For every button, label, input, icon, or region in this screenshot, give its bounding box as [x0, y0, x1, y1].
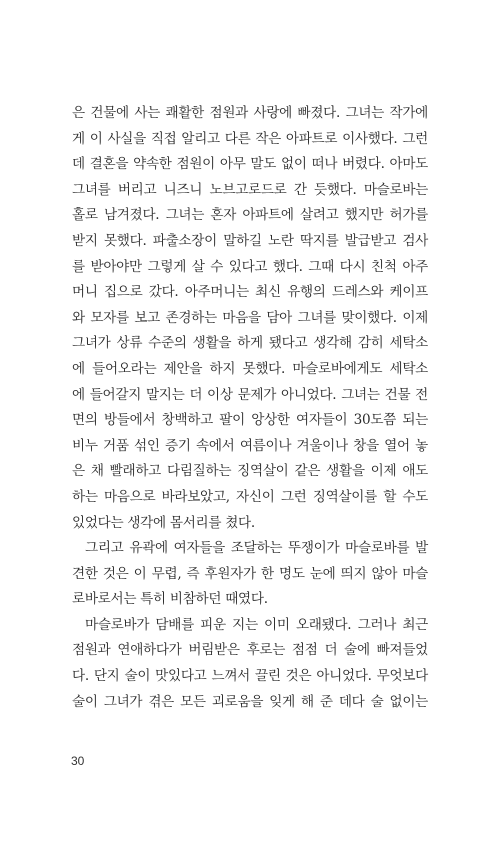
text-line: 에 들어갈지 말지는 더 이상 문제가 아니었다. 그녀는 건물 전	[72, 386, 428, 403]
text-line: 데 결혼을 약속한 점원이 아무 말도 없이 떠나 버렸다. 아마도	[72, 156, 428, 173]
text-line: 게 이 사실을 직접 알리고 다른 작은 아파트로 이사했다. 그런	[72, 130, 428, 147]
text-line: 있었다는 생각에 몸서리를 쳤다.	[72, 514, 255, 531]
text-line: 머니 집으로 갔다. 아주머니는 최신 유행의 드레스와 케이프	[72, 284, 428, 301]
text-line: 홀로 남겨졌다. 그녀는 혼자 아파트에 살려고 했지만 허가를	[72, 207, 428, 224]
text-line: 와 모자를 보고 존경하는 마음을 담아 그녀를 맞이했다. 이제	[72, 309, 428, 326]
text-line: 견한 것은 이 무렵, 즉 후원자가 한 명도 눈에 띄지 않아 마슬	[72, 565, 428, 582]
text-line: 그리고 유곽에 여자들을 조달하는 뚜쟁이가 마슬로바를 발	[85, 540, 428, 557]
text-line: 은 채 빨래하고 다림질하는 징역살이 같은 생활을 이제 애도	[72, 463, 428, 480]
text-line: 하는 마음으로 바라보았고, 자신이 그런 징역살이를 할 수도	[72, 488, 428, 505]
text-line: 로바로서는 특히 비참하던 때였다.	[72, 591, 268, 608]
text-line: 그녀가 상류 수준의 생활을 하게 됐다고 생각해 감히 세탁소	[72, 335, 428, 352]
text-line: 받지 못했다. 파출소장이 말하길 노란 딱지를 발급받고 검사	[72, 232, 428, 249]
text-line: 면의 방들에서 창백하고 팔이 앙상한 여자들이 30도쯤 되는	[72, 412, 428, 429]
text-line: 마슬로바가 담배를 피운 지는 이미 오래됐다. 그러나 최근	[85, 616, 428, 633]
text-line: 다. 단지 술이 맛있다고 느껴서 끌린 것은 아니었다. 무엇보다	[72, 668, 428, 685]
text-line: 비누 거품 섞인 증기 속에서 여름이나 겨울이나 창을 열어 놓	[72, 437, 428, 454]
text-line: 은 건물에 사는 쾌활한 점원과 사랑에 빠졌다. 그녀는 작가에	[72, 105, 428, 121]
text-line: 에 들어오라는 제안을 하지 못했다. 마슬로바에게도 세탁소	[72, 360, 428, 377]
text-line: 술이 그녀가 겪은 모든 괴로움을 잊게 해 준 데다 술 없이는	[72, 693, 428, 710]
page-number: 30	[71, 754, 85, 768]
text-line: 점원과 연애하다가 버림받은 후로는 점점 더 술에 빠져들었	[72, 642, 428, 659]
text-line: 를 받아야만 그렇게 살 수 있다고 했다. 그때 다시 친척 아주	[72, 258, 428, 275]
text-line: 그녀를 버리고 니즈니 노브고로드로 간 듯했다. 마슬로바는	[72, 181, 428, 198]
body-text	[72, 101, 428, 715]
